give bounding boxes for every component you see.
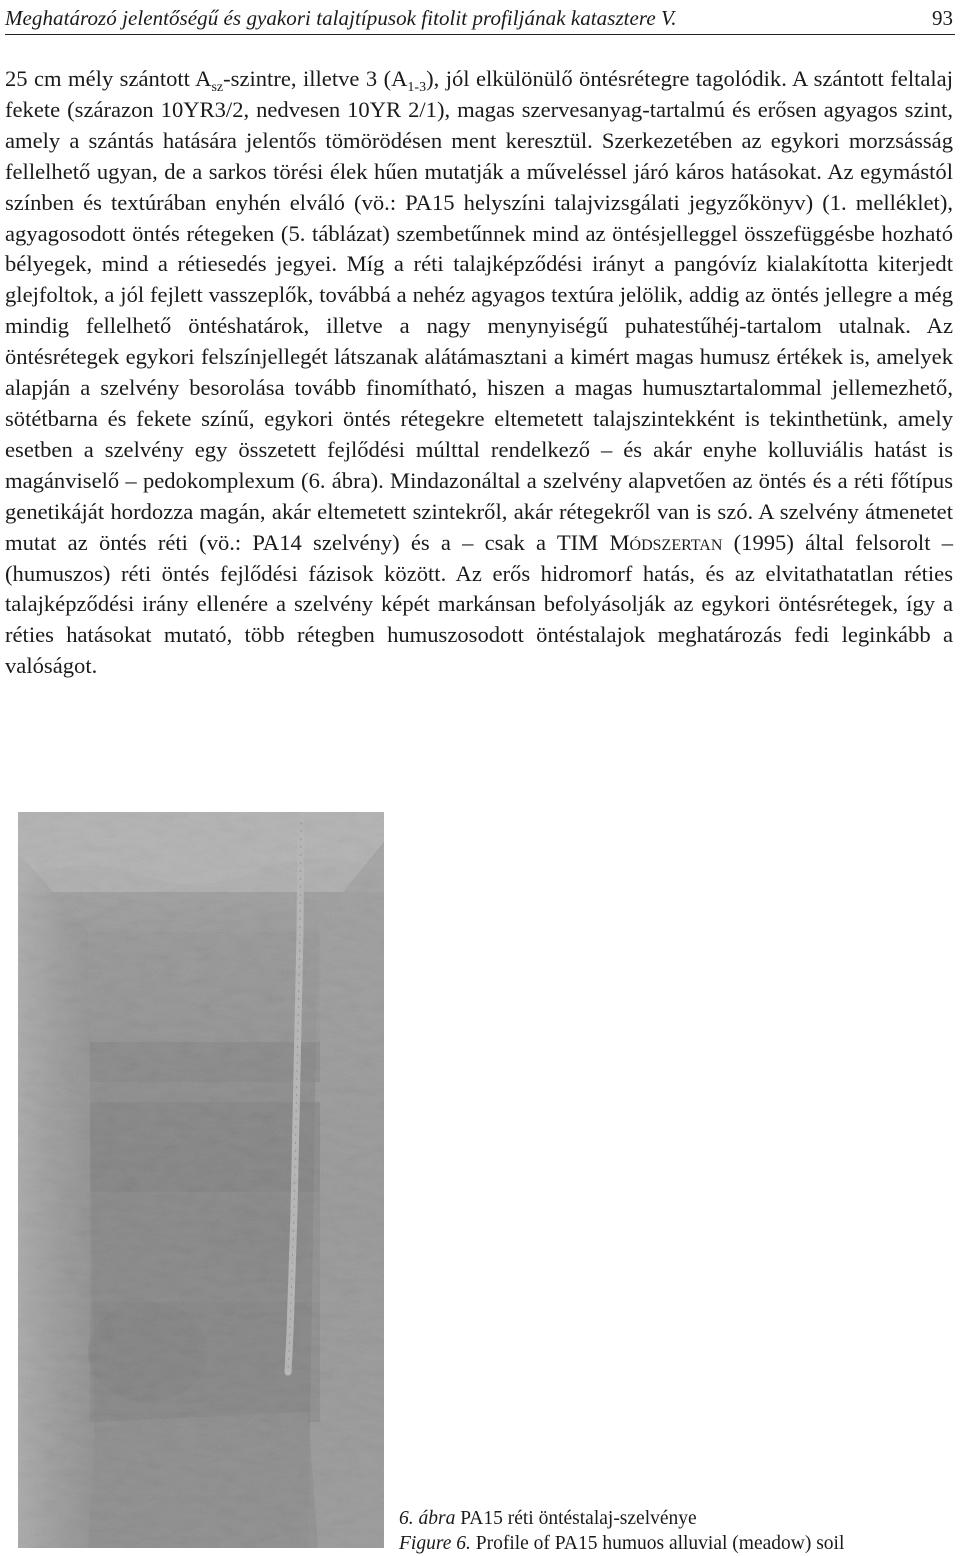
figure-label-hu: 6. ábra [399,1508,456,1529]
body-paragraph [5,64,953,682]
figure-text-en: Profile of PA15 humuos alluvial (meadow) soil [470,1533,845,1554]
subscript-sz: sz [211,80,224,95]
text-run: ), jól elkülönülő öntésrétegre tagolódik. A szántott feltalaj fekete (szárazon 10YR3/2, nedvesen 10YR 2/1), magas szervesanyag-tartalmú és erősen agyagos szint, amely a szántás hatására jelentős tömörödésen ment keresztül. Szerkezetében az egykori morzsásság fellelhető ugyan, de a sarkos törési élek hűen mutatják a műveléssel járó káros hatásokat. Az egymástól színben és textúrában enyhén elváló (vö.: PA15 helyszíni talajvizsgálati jegyzőkönyv) (1. melléklet), agyagosodott öntés rétegeken (5. táblázat) szembetűnnek mind az öntésjelleggel összefüggésbe hozható bélyegek, mind a rétiesedés jegyei. Míg a réti talajképződési irányt a pangóvíz kialakította kiterjedt glejfoltok, a jól fejlett vasszeplők, továbbá a nehéz agyagos textúra jelölik, addig az öntés jellegre a még mindig fellelhető öntéshatárok, illetve a nagy menynyiségű puhatestűhéj-tartalom utalnak. Az öntésrétegek egykori felszínjellegét látszanak alátámasztani a kimért magas humusz értékek is, amelyek alapján a szelvény besorolása tovább finomítható, hiszen a magas humusztartalommal jellemezhető, sötétbarna és fekete színű, egykori öntés rétegekre eltemetett talajszintekként is tekinthetünk, amely esetben a szelvény egy összetett fejlődési múlttal rendelkező – és akár enyhe kolluviális hatást is magánviselő – pedokomplexum (6. ábra). Mindazonáltal a szelvény alapvetően az öntés és a réti főtípus genetikáját hordozza magán, akár eltemetett szintekről, akár rétegekről van is szó. A szelvény átmenetet mutat az öntés réti (vö.: PA14 szelvény) és a – csak a TIM [5,66,953,555]
page-number: 93 [932,6,953,30]
text-run: (1995) által felsorolt – (humuszos) réti öntés fejlődési fázisok között. Az erős hidromorf hatás, és az elvitathatatlan réties talajképződési irány ellenére a szelvény képét markánsan befolyásolják az egykori öntésrétegek, így a réties hatásokat mutató, több rétegben humuszosodott öntéstalajok meghatározás fedi leginkább a valóságot. [5,529,953,679]
caption-english [399,1531,844,1556]
paragraph [5,64,953,682]
soil-profile-photo [18,812,384,1548]
figure-label-en: Figure 6. [399,1533,471,1554]
text-run: -szintre, illetve 3 (A [223,66,408,91]
figure-text-hu: PA15 réti öntéstalaj-szelvénye [455,1508,697,1529]
subscript-1-3: 1-3 [407,80,427,95]
running-header [5,4,955,35]
caption-hungarian [399,1506,844,1531]
text-run: 25 cm mély szántott A [5,66,212,91]
running-title: Meghatározó jelentőségű és gyakori talajtípusok fitolit profiljának katasztere V. [5,6,677,30]
figure-caption [399,1506,844,1556]
soil-profile-image [18,812,384,1548]
author-smallcaps: Módszertan [609,529,723,555]
